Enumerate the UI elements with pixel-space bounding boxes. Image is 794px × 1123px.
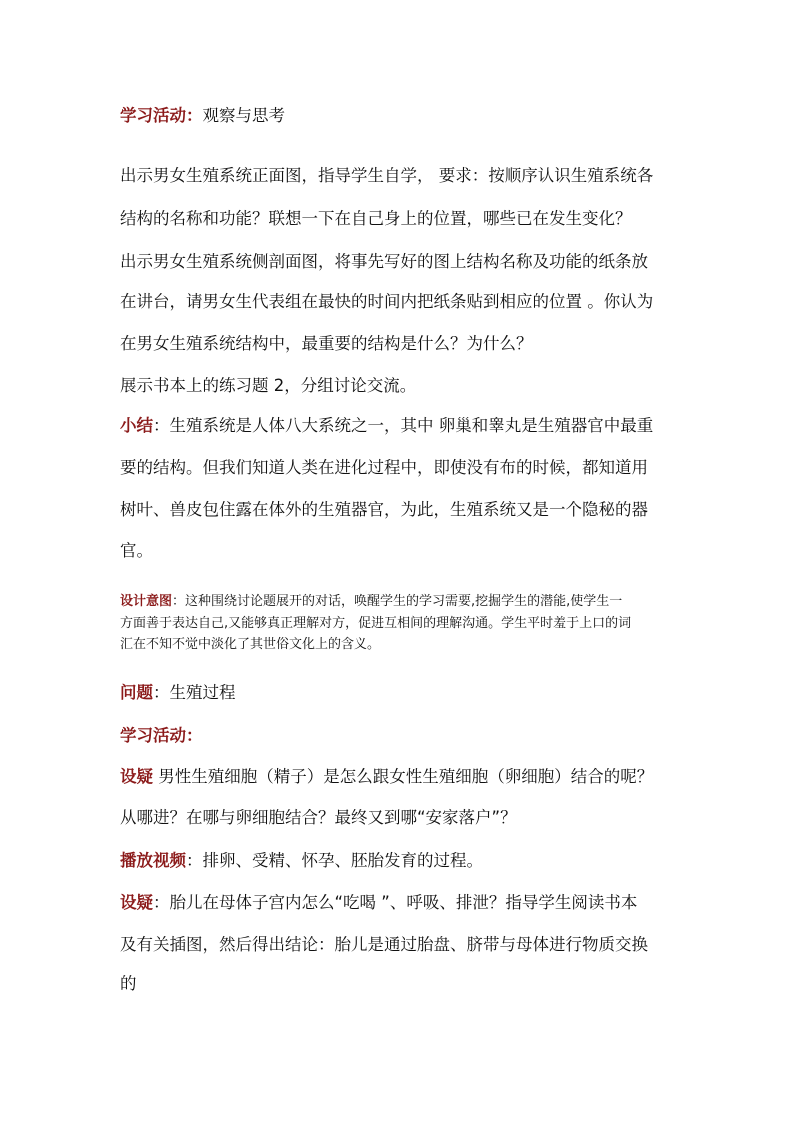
design-text: ：这种围绕讨论题展开的对话，唤醒学生的学习需要,挖掘学生的潜能,使学生一 [172, 594, 623, 609]
activity-label: 学习活动 [120, 726, 186, 745]
video-text: ：排卵、受精、怀孕、胚胎发育的过程。 [186, 851, 483, 870]
paragraph-line: 出示男女生殖系统正面图，指导学生自学， 要求：按顺序认识生殖系统各 [120, 166, 654, 185]
activity-heading [120, 726, 203, 746]
paragraph-line: 出示男女生殖系统侧剖面图，将事先写好的图上结构名称及功能的纸条放 [120, 252, 648, 271]
paragraph-line: 在讲台，请男女生代表组在最快的时间内把纸条贴到相应的位置 。你认为 [120, 292, 654, 311]
paragraph-line: 展示书本上的练习题 2，分组讨论交流。 [120, 376, 417, 395]
doubt2-text: ：胎儿在母体子宫内怎么“吃喝 ”、呼吸、排泄？指导学生阅读书本 [153, 893, 638, 912]
doubt2-line: 的 [120, 974, 137, 993]
heading-label: 学习活动 [120, 106, 186, 125]
summary-label: 小结 [120, 416, 153, 435]
video-paragraph [120, 851, 483, 871]
doubt2-paragraph [120, 893, 637, 913]
summary-line: 树叶、兽皮包住露在体外的生殖器官，为此，生殖系统又是一个隐秘的器 [120, 500, 648, 519]
question-heading [120, 683, 236, 703]
design-intent-paragraph [120, 594, 622, 610]
heading-colon: ： [186, 106, 203, 125]
doubt-line: 从哪进？在哪与卵细胞结合？最终又到哪“安家落户”？ [120, 808, 517, 827]
summary-line: 官。 [120, 541, 153, 560]
video-label: 播放视频 [120, 851, 186, 870]
heading-text: 观察与思考 [202, 106, 285, 125]
question-text: ：生殖过程 [153, 683, 236, 702]
design-line: 汇在不知不觉中淡化了其世俗文化上的含义。 [120, 637, 381, 652]
doubt2-label: 设疑 [120, 893, 153, 912]
question-label: 问题 [120, 683, 153, 702]
doubt2-line: 及有关插图，然后得出结论：胎儿是通过胎盘、脐带与母体进行物质交换 [120, 935, 648, 954]
paragraph-line: 结构的名称和功能？联想一下在自己身上的位置，哪些已在发生变化？ [120, 209, 632, 228]
design-line: 方面善于表达自己,又能够真正理解对方，促进互相间的理解沟通。学生平时羞于上口的词 [120, 616, 632, 631]
design-label: 设计意图 [120, 594, 173, 609]
doubt-text: 男性生殖细胞（精子）是怎么跟女性生殖细胞（卵细胞）结合的呢？ [153, 767, 654, 786]
paragraph-line: 在男女生殖系统结构中，最重要的结构是什么？为什么？ [120, 334, 533, 353]
summary-paragraph [120, 416, 653, 436]
doubt-label: 设疑 [120, 767, 153, 786]
section-heading-activity [120, 106, 285, 126]
activity-colon: ： [186, 726, 203, 745]
summary-text: ：生殖系统是人体八大系统之一，其中 卵巢和睾丸是生殖器官中最重 [153, 416, 654, 435]
doubt-paragraph [120, 767, 653, 787]
summary-line: 要的结构。但我们知道人类在进化过程中，即使没有布的时候，都知道用 [120, 458, 648, 477]
